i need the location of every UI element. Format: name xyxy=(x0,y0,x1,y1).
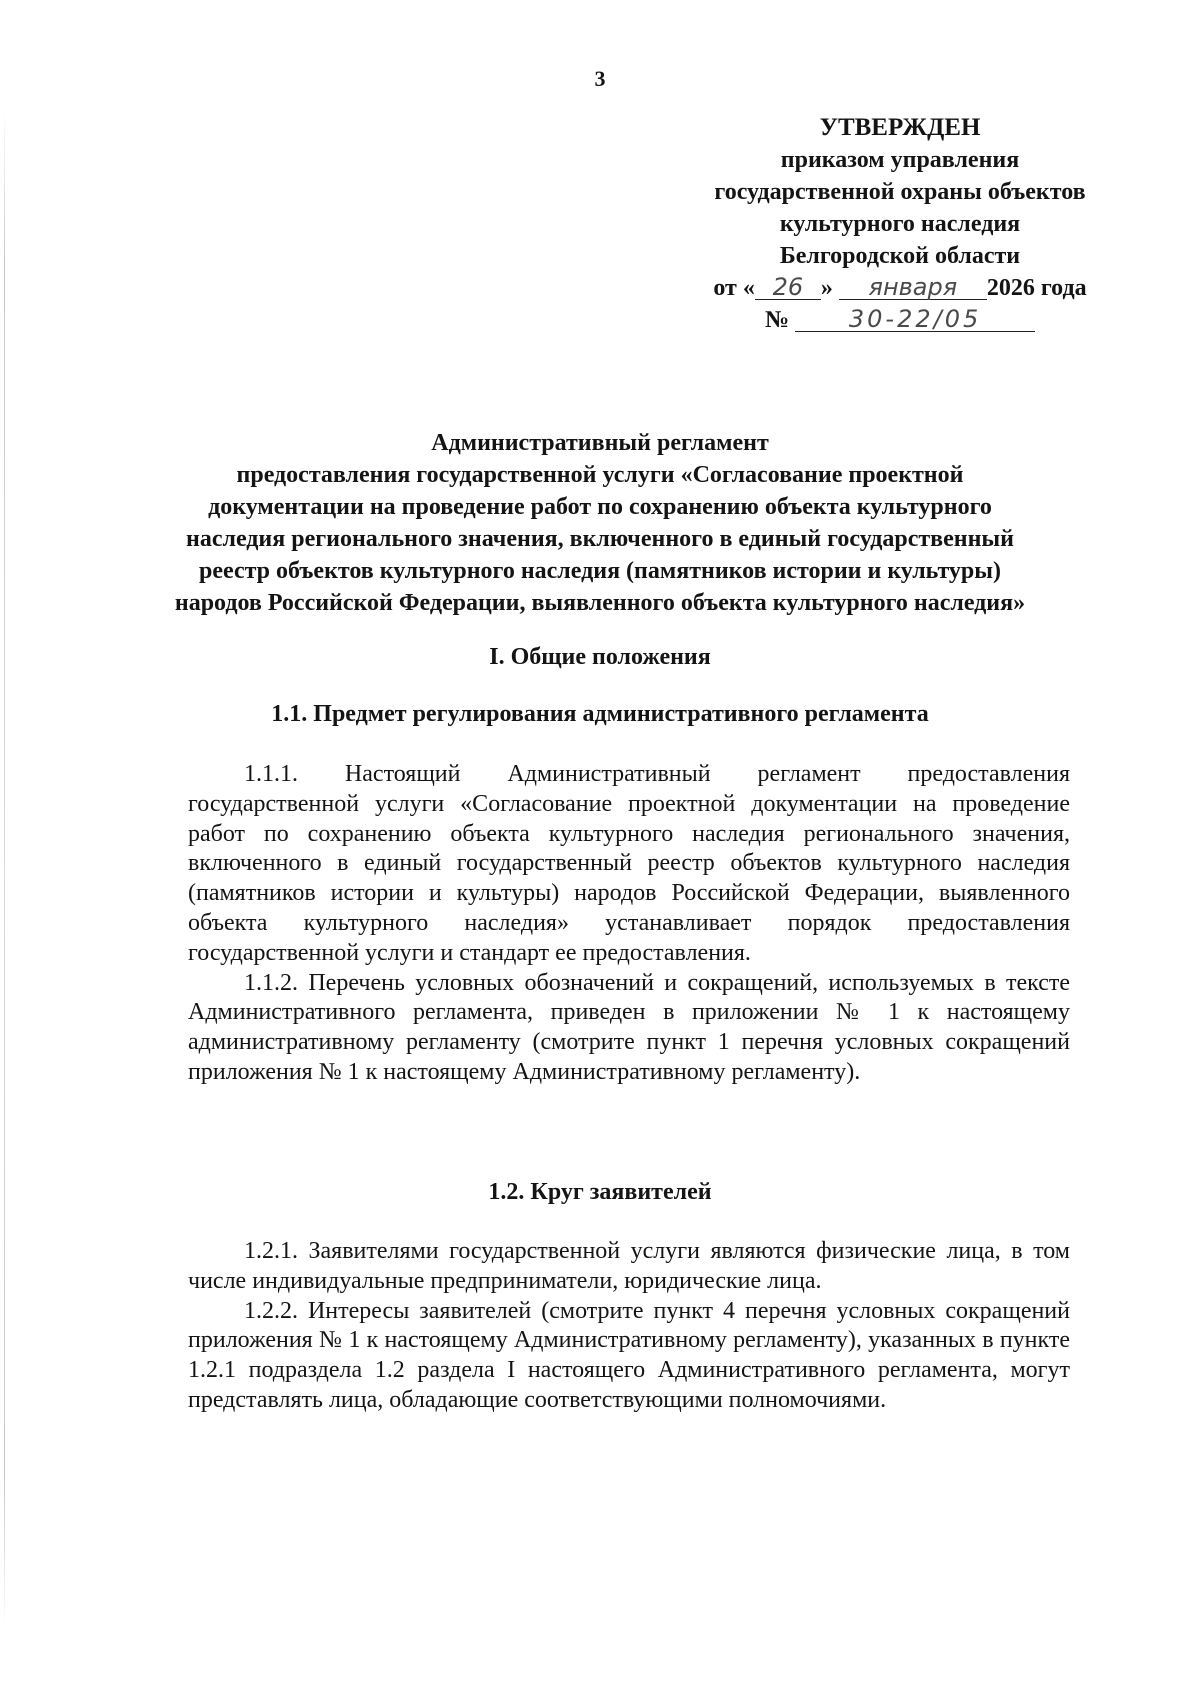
page-number: 3 xyxy=(594,66,606,91)
date-suffix: 2026 года xyxy=(986,275,1087,301)
subsection-1-1-body xyxy=(188,760,1070,1088)
subsection-1-1-title: 1.1. Предмет регулирования административного регламента xyxy=(271,701,929,727)
order-number-handwritten: 30-22/05 xyxy=(795,307,1035,332)
number-prefix: № xyxy=(764,307,790,333)
document-title xyxy=(170,427,1030,619)
paragraph-1-2-2: 1.2.2. Интересы заявителей (смотрите пункт 4 перечня условных сокращений приложения № 1 к настоящему Административному регламенту), указанных в пункте 1.2.1 подраздела 1.2 раздела I настоящего Административного регламента, могут представлять лица, обладающие соответствующими полномочиями. xyxy=(188,1297,1070,1413)
approval-title: УТВЕРЖДЕН xyxy=(819,114,981,141)
section-1-title: I. Общие положения xyxy=(489,644,711,670)
paragraph-1-2-1: 1.2.1. Заявителями государственной услуги являются физические лица, в том числе индивидуальные предприниматели, юридические лица. xyxy=(188,1238,1070,1294)
subsection-1-2-title: 1.2. Круг заявителей xyxy=(488,1179,712,1205)
date-month-handwritten: января xyxy=(839,275,987,300)
date-day-handwritten: 26 xyxy=(755,275,821,300)
approval-block xyxy=(650,112,1150,336)
document-subtitle: предоставления государственной услуги «Согласование проектной документации на проведение работ по сохранению объекта культурного наследия регионального значения, включенного в единый государственный реестр объектов культурного наследия (памятников истории и культуры) народов Российской Федерации, выявленного объекта культурного наследия» xyxy=(174,462,1026,616)
approval-line: государственной охраны объектов xyxy=(714,179,1086,205)
approval-number xyxy=(650,304,1150,336)
date-mid: » xyxy=(820,275,833,301)
approval-line: культурного наследия xyxy=(779,211,1021,237)
date-prefix: от « xyxy=(713,275,755,301)
document-heading: Административный регламент xyxy=(431,430,769,456)
paragraph-1-1-2: 1.1.2. Перечень условных обозначений и сокращений, используемых в тексте Административного регламента, приведен в приложении № 1 к настоящему административному регламенту (смотрите пункт 1 перечня условных сокращений приложения № 1 к настоящему Административному регламенту). xyxy=(188,969,1070,1085)
approval-date xyxy=(650,272,1150,304)
scan-page-edge xyxy=(4,110,5,1630)
paragraph-1-1-1: 1.1.1. Настоящий Административный регламент предоставления государственной услуги «Согласование проектной документации на проведение работ по сохранению объекта культурного наследия регионального значения, включенного в единый государственный реестр объектов культурного наследия (памятников истории и культуры) народов Российской Федерации, выявленного объекта культурного наследия» устанавливает порядок предоставления государственной услуги и стандарт ее предоставления. xyxy=(188,761,1070,966)
approval-line: Белгородской области xyxy=(779,243,1021,269)
subsection-1-2-body xyxy=(188,1237,1070,1416)
approval-line: приказом управления xyxy=(780,147,1020,173)
